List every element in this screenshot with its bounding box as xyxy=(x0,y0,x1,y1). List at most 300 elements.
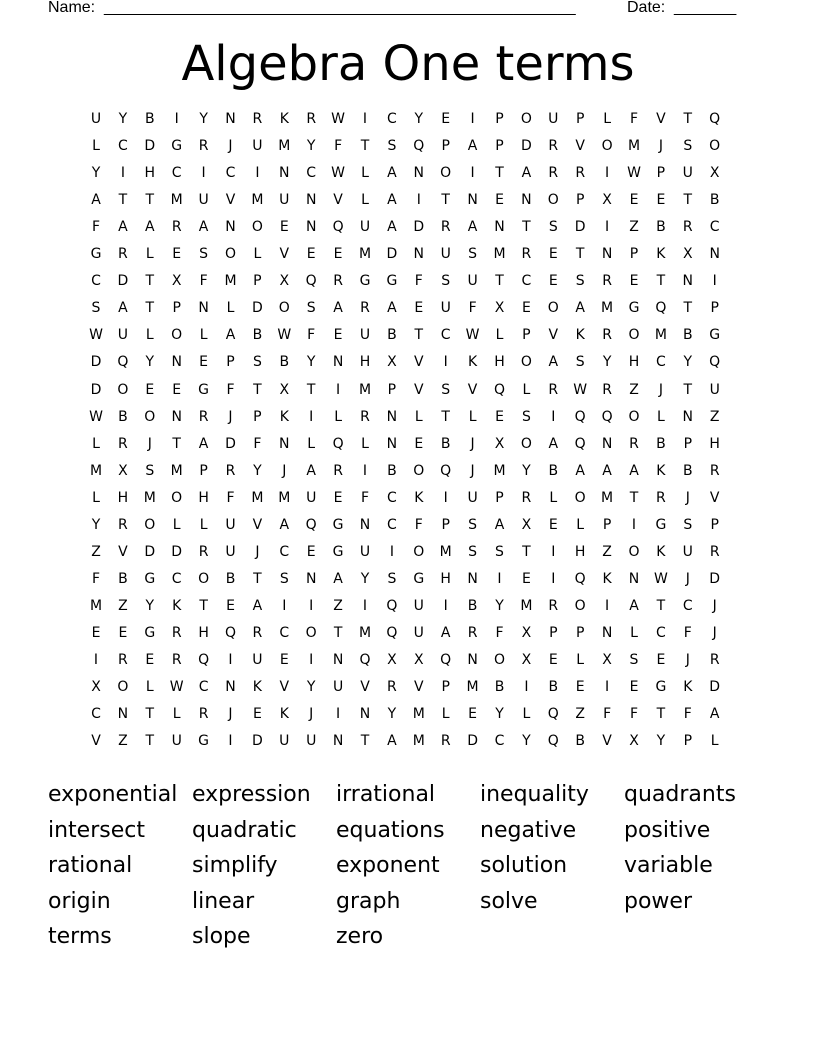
grid-letter: K xyxy=(414,489,424,506)
grid-letter: R xyxy=(198,138,209,155)
grid-letter: T xyxy=(575,246,585,263)
grid-letter: N xyxy=(467,652,478,668)
grid-letter: I xyxy=(309,597,314,614)
grid-letter: I xyxy=(631,516,637,533)
grid-letter: J xyxy=(228,408,233,425)
grid-letter: R xyxy=(171,652,182,668)
grid-letter: X xyxy=(629,733,639,750)
grid-letter: N xyxy=(386,408,398,425)
grid-letter: B xyxy=(494,679,505,696)
grid-letter: U xyxy=(467,489,478,506)
grid-letter: B xyxy=(144,111,155,127)
grid-letter: R xyxy=(602,273,612,290)
grid-letter: J xyxy=(228,138,233,155)
grid-letter: W xyxy=(465,327,480,344)
grid-letter: C xyxy=(279,543,290,560)
grid-letter: E xyxy=(333,327,343,344)
grid-letter: N xyxy=(467,192,478,209)
grid-letter: R xyxy=(548,138,559,155)
grid-letter: N xyxy=(521,192,532,209)
grid-letter: L xyxy=(334,408,342,425)
grid-letter: I xyxy=(551,570,556,587)
grid-letter: E xyxy=(145,652,155,668)
grid-letter: O xyxy=(117,679,129,696)
grid-letter: O xyxy=(224,246,237,263)
grid-letter: D xyxy=(90,381,102,398)
grid-letter: P xyxy=(683,733,693,750)
grid-letter: B xyxy=(467,597,478,614)
grid-letter: O xyxy=(278,300,290,317)
grid-letter: P xyxy=(253,408,262,425)
grid-letter: E xyxy=(333,246,343,263)
grid-letter: A xyxy=(145,219,155,236)
grid-letter: Q xyxy=(709,111,721,127)
grid-letter: U xyxy=(252,652,263,668)
grid-letter: C xyxy=(306,165,317,182)
grid-letter: J xyxy=(255,543,260,560)
grid-letter: V xyxy=(225,192,236,209)
grid-letter: I xyxy=(389,543,394,560)
grid-letter: L xyxy=(495,327,504,344)
grid-letter: U xyxy=(682,165,693,182)
grid-letter: H xyxy=(440,570,451,587)
grid-letter: R xyxy=(171,219,182,236)
grid-letter: Y xyxy=(602,354,612,371)
grid-letter: Y xyxy=(495,706,504,723)
grid-letter: S xyxy=(683,516,693,533)
word-bank-item: quadrants xyxy=(624,782,736,807)
grid-letter: U xyxy=(90,111,102,127)
grid-letter: E xyxy=(548,516,558,533)
grid-letter: W xyxy=(627,165,641,182)
grid-letter: G xyxy=(386,273,398,290)
grid-letter: A xyxy=(548,435,559,452)
page-title: Algebra One terms xyxy=(181,36,635,92)
grid-letter: T xyxy=(522,219,531,236)
grid-letter: B xyxy=(387,327,397,344)
grid-letter: E xyxy=(414,435,424,452)
grid-letter: U xyxy=(682,543,693,560)
grid-letter: T xyxy=(441,192,450,209)
grid-letter: T xyxy=(495,273,504,290)
grid-letter: I xyxy=(443,354,448,371)
letter-grid xyxy=(85,111,737,761)
grid-letter: G xyxy=(332,543,344,560)
word-bank-item: slope xyxy=(192,924,251,950)
grid-letter: B xyxy=(575,733,585,750)
grid-letter: I xyxy=(309,408,314,425)
grid-letter: S xyxy=(521,408,531,425)
grid-letter: U xyxy=(252,138,263,155)
grid-letter: D xyxy=(225,435,236,452)
grid-letter: O xyxy=(628,327,640,344)
grid-letter: Q xyxy=(386,597,398,614)
grid-letter: Z xyxy=(575,706,585,723)
grid-letter: G xyxy=(198,733,210,750)
grid-letter: P xyxy=(441,516,450,533)
grid-letter: O xyxy=(574,597,586,614)
grid-letter: Q xyxy=(198,652,210,668)
grid-letter: Q xyxy=(574,570,586,587)
grid-letter: P xyxy=(199,462,208,479)
grid-letter: N xyxy=(332,652,344,668)
grid-letter: S xyxy=(199,246,209,263)
word-bank-item: exponent xyxy=(336,853,440,879)
grid-letter: Y xyxy=(387,706,397,723)
grid-letter: A xyxy=(118,219,128,236)
grid-letter: J xyxy=(712,624,717,641)
grid-letter: N xyxy=(171,408,182,425)
grid-letter: M xyxy=(654,327,667,344)
grid-letter: Q xyxy=(359,652,371,668)
grid-letter: I xyxy=(201,165,206,182)
grid-letter: G xyxy=(90,246,102,263)
grid-letter: U xyxy=(306,733,317,750)
grid-letter: T xyxy=(172,435,181,452)
grid-letter: C xyxy=(171,570,182,587)
grid-letter: X xyxy=(602,652,612,668)
grid-letter: O xyxy=(144,516,156,533)
grid-letter: A xyxy=(387,165,397,182)
grid-letter: R xyxy=(548,597,559,614)
grid-letter: L xyxy=(307,435,316,452)
grid-letter: V xyxy=(414,354,424,371)
grid-letter: I xyxy=(309,652,314,668)
grid-letter: Y xyxy=(306,138,316,155)
grid-letter: K xyxy=(575,327,585,344)
grid-letter: F xyxy=(360,489,370,506)
grid-letter: A xyxy=(279,516,290,533)
grid-letter: T xyxy=(656,273,666,290)
grid-letter: L xyxy=(603,111,611,127)
grid-letter: T xyxy=(495,165,504,182)
grid-letter: E xyxy=(91,624,101,641)
grid-letter: U xyxy=(171,733,182,750)
grid-letter: C xyxy=(709,219,720,236)
grid-letter: X xyxy=(521,652,532,668)
grid-letter: S xyxy=(468,516,478,533)
grid-letter: R xyxy=(656,489,666,506)
grid-letter: A xyxy=(387,733,397,750)
grid-letter: A xyxy=(306,462,316,479)
word-bank-item: negative xyxy=(480,817,577,843)
grid-letter: M xyxy=(89,597,103,614)
grid-letter: X xyxy=(91,679,101,696)
grid-letter: J xyxy=(658,381,663,398)
grid-letter: G xyxy=(171,138,183,155)
grid-letter: F xyxy=(414,273,423,290)
grid-letter: A xyxy=(198,435,209,452)
grid-letter: G xyxy=(655,679,667,696)
grid-letter: S xyxy=(495,543,504,560)
grid-letter: P xyxy=(441,138,450,155)
grid-letter: F xyxy=(253,435,262,452)
grid-letter: Y xyxy=(145,597,155,614)
word-bank-item: power xyxy=(624,888,692,914)
grid-letter: Q xyxy=(386,624,398,641)
grid-letter: D xyxy=(413,219,425,236)
grid-letter: O xyxy=(520,354,532,371)
grid-letter: L xyxy=(710,733,719,750)
grid-letter: T xyxy=(683,300,693,317)
grid-letter: J xyxy=(228,706,233,723)
grid-letter: N xyxy=(332,354,344,371)
grid-letter: N xyxy=(709,246,720,263)
grid-letter: Q xyxy=(332,219,344,236)
word-bank-item: zero xyxy=(336,924,384,950)
grid-letter: U xyxy=(225,543,236,560)
grid-letter: I xyxy=(336,381,341,398)
grid-letter: R xyxy=(118,516,128,533)
grid-letter: N xyxy=(359,516,371,533)
grid-letter: T xyxy=(441,408,450,425)
word-bank-item: irrational xyxy=(336,782,436,807)
grid-letter: N xyxy=(305,570,317,587)
grid-letter: P xyxy=(495,138,504,155)
grid-letter: N xyxy=(413,165,425,182)
grid-letter: N xyxy=(198,300,209,317)
grid-letter: L xyxy=(172,516,181,533)
grid-letter: R xyxy=(225,462,236,479)
grid-letter: M xyxy=(627,138,641,155)
grid-letter: O xyxy=(413,462,425,479)
grid-letter: I xyxy=(255,165,260,182)
grid-letter: D xyxy=(467,733,478,750)
grid-letter: C xyxy=(118,138,128,155)
grid-letter: J xyxy=(470,435,475,452)
grid-letter: B xyxy=(225,570,236,587)
grid-letter: A xyxy=(467,219,478,236)
grid-letter: E xyxy=(521,300,531,317)
grid-letter: S xyxy=(468,543,478,560)
grid-letter: T xyxy=(522,543,531,560)
grid-letter: P xyxy=(522,327,531,344)
grid-letter: A xyxy=(91,192,101,209)
grid-letter: T xyxy=(145,733,155,750)
grid-letter: E xyxy=(199,354,209,371)
grid-letter: A xyxy=(387,192,397,209)
grid-letter: I xyxy=(551,543,556,560)
grid-letter: P xyxy=(172,300,181,317)
grid-letter: R xyxy=(682,219,693,236)
grid-letter: A xyxy=(118,300,128,317)
grid-letter: S xyxy=(468,246,478,263)
grid-letter: Y xyxy=(306,354,316,371)
grid-letter: P xyxy=(495,111,504,127)
grid-letter: R xyxy=(333,462,343,479)
grid-letter: Q xyxy=(574,435,586,452)
grid-letter: R xyxy=(709,652,720,668)
grid-letter: K xyxy=(602,570,612,587)
grid-letter: G xyxy=(628,300,640,317)
grid-letter: O xyxy=(601,138,613,155)
grid-letter: C xyxy=(387,489,397,506)
grid-letter: A xyxy=(709,706,720,723)
grid-letter: A xyxy=(467,138,478,155)
grid-letter: U xyxy=(117,327,129,344)
grid-letter: K xyxy=(656,543,666,560)
word-bank-item: solution xyxy=(480,853,568,879)
grid-letter: R xyxy=(171,624,182,641)
grid-letter: T xyxy=(118,192,128,209)
grid-letter: B xyxy=(682,462,693,479)
grid-letter: P xyxy=(549,624,558,641)
grid-letter: T xyxy=(683,192,693,209)
grid-letter: Q xyxy=(547,706,559,723)
grid-letter: E xyxy=(548,246,558,263)
grid-letter: A xyxy=(575,462,585,479)
grid-letter: I xyxy=(497,570,502,587)
grid-letter: A xyxy=(602,462,612,479)
grid-letter: T xyxy=(656,706,666,723)
grid-letter: P xyxy=(575,624,585,641)
grid-letter: E xyxy=(279,652,289,668)
grid-letter: Y xyxy=(656,733,666,750)
grid-letter: D xyxy=(521,138,532,155)
grid-letter: E xyxy=(495,408,504,425)
word-bank-item: positive xyxy=(624,817,711,843)
grid-letter: Q xyxy=(493,381,506,398)
grid-letter: F xyxy=(307,327,316,344)
grid-letter: I xyxy=(470,111,475,127)
grid-letter: M xyxy=(358,246,372,263)
grid-letter: C xyxy=(387,516,397,533)
word-bank-item: expression xyxy=(192,782,311,807)
grid-letter: R xyxy=(629,435,639,452)
grid-letter: R xyxy=(548,165,559,182)
grid-letter: W xyxy=(277,327,292,344)
grid-letter: O xyxy=(547,192,559,209)
grid-letter: Q xyxy=(117,354,129,371)
word-bank-item: terms xyxy=(48,924,112,950)
grid-letter: M xyxy=(601,300,614,317)
grid-letter: C xyxy=(91,706,101,723)
grid-letter: L xyxy=(145,327,154,344)
grid-letter: X xyxy=(387,354,397,371)
grid-letter: L xyxy=(468,408,477,425)
grid-letter: N xyxy=(386,435,398,452)
grid-letter: H xyxy=(628,354,640,371)
grid-letter: N xyxy=(332,733,344,750)
grid-letter: R xyxy=(440,733,451,750)
grid-letter: Y xyxy=(522,733,531,750)
grid-letter: O xyxy=(493,652,506,668)
grid-letter: S xyxy=(306,300,316,317)
grid-letter: X xyxy=(602,192,612,209)
grid-letter: C xyxy=(656,354,666,371)
grid-letter: D xyxy=(252,300,263,317)
grid-letter: N xyxy=(601,246,613,263)
grid-letter: L xyxy=(199,327,208,344)
grid-letter: Z xyxy=(709,408,720,425)
grid-letter: Z xyxy=(602,543,612,560)
grid-letter: U xyxy=(306,489,317,506)
grid-letter: R xyxy=(440,219,451,236)
grid-letter: P xyxy=(683,435,693,452)
grid-letter: E xyxy=(118,624,128,641)
name-label: Name: xyxy=(48,0,96,16)
grid-letter: R xyxy=(118,435,128,452)
grid-letter: K xyxy=(468,354,478,371)
grid-letter: Z xyxy=(629,219,639,236)
grid-letter: R xyxy=(387,679,397,696)
grid-letter: O xyxy=(144,408,156,425)
grid-letter: I xyxy=(551,408,556,425)
grid-letter: X xyxy=(279,381,290,398)
grid-letter: L xyxy=(253,246,262,263)
grid-letter: S xyxy=(575,273,585,290)
grid-letter: Y xyxy=(414,111,424,127)
grid-letter: E xyxy=(629,192,639,209)
grid-letter: M xyxy=(412,706,425,723)
grid-letter: T xyxy=(145,706,155,723)
grid-letter: X xyxy=(683,246,693,263)
grid-letter: U xyxy=(279,192,290,209)
grid-letter: J xyxy=(309,706,314,723)
grid-letter: V xyxy=(467,381,478,398)
grid-letter: M xyxy=(493,462,506,479)
grid-letter: O xyxy=(198,570,210,587)
grid-letter: T xyxy=(414,327,424,344)
grid-letter: C xyxy=(198,679,209,696)
grid-letter: F xyxy=(414,516,423,533)
grid-letter: D xyxy=(144,543,156,560)
grid-letter: N xyxy=(305,219,317,236)
grid-letter: B xyxy=(118,570,128,587)
grid-letter: V xyxy=(279,246,290,263)
grid-letter: B xyxy=(387,462,397,479)
grid-letter: B xyxy=(656,435,666,452)
grid-letter: W xyxy=(573,381,588,398)
grid-letter: P xyxy=(441,679,450,696)
grid-letter: L xyxy=(656,408,665,425)
grid-letter: I xyxy=(605,165,610,182)
grid-letter: O xyxy=(574,489,586,506)
grid-letter: Y xyxy=(118,111,128,127)
grid-letter: O xyxy=(440,165,452,182)
grid-letter: X xyxy=(118,462,128,479)
grid-letter: Z xyxy=(333,597,343,614)
grid-letter: N xyxy=(305,192,317,209)
grid-letter: R xyxy=(575,165,586,182)
grid-letter: A xyxy=(548,354,559,371)
grid-letter: L xyxy=(361,165,369,182)
grid-letter: E xyxy=(548,652,558,668)
grid-letter: I xyxy=(282,597,287,614)
word-bank-item: rational xyxy=(48,853,133,879)
grid-letter: X xyxy=(387,652,397,668)
grid-letter: E xyxy=(145,381,155,398)
grid-letter: I xyxy=(93,652,99,668)
grid-letter: S xyxy=(441,381,451,398)
grid-letter: V xyxy=(414,381,424,398)
grid-letter: P xyxy=(253,273,262,290)
grid-letter: E xyxy=(629,273,639,290)
grid-letter: U xyxy=(440,300,451,317)
grid-letter: E xyxy=(521,570,531,587)
grid-letter: I xyxy=(470,165,475,182)
grid-letter: E xyxy=(656,192,666,209)
grid-letter: M xyxy=(170,462,183,479)
grid-letter: Y xyxy=(91,165,101,182)
grid-letter: L xyxy=(226,300,235,317)
grid-letter: U xyxy=(198,192,209,209)
grid-letter: E xyxy=(306,543,316,560)
grid-letter: V xyxy=(252,516,263,533)
grid-letter: N xyxy=(225,679,236,696)
grid-letter: Y xyxy=(91,516,101,533)
grid-letter: X xyxy=(494,300,505,317)
